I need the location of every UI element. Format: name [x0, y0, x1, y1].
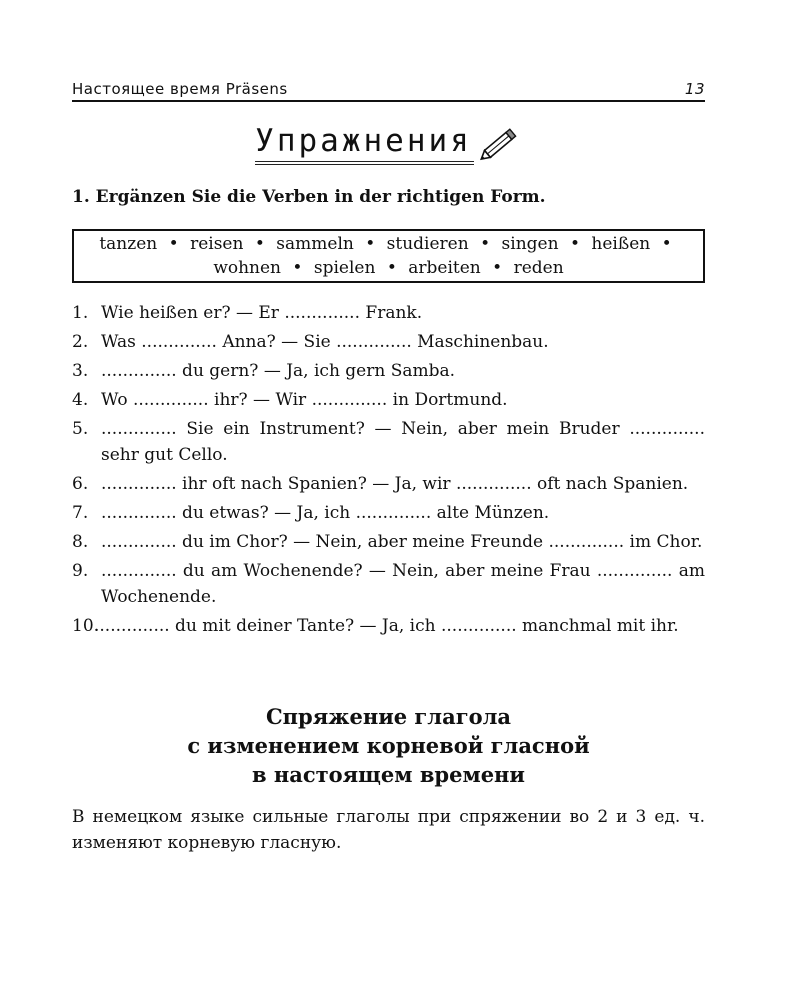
exercise-item: [72, 387, 705, 413]
exercise-item: [72, 529, 705, 555]
exercise-item-text: .............. Sie ein Instrument? — Nein, aber mein Bruder .............. sehr gut Cello.: [101, 419, 705, 465]
word-bank-word: wohnen: [213, 258, 282, 278]
exercises-heading: [72, 122, 705, 172]
word-bank-word: reisen: [190, 234, 244, 254]
word-bank-word: reden: [513, 258, 564, 278]
exercise-item-number: 8.: [72, 532, 89, 552]
exercise-item-text: Wie heißen er? — Er .............. Frank.: [101, 303, 423, 323]
bullet-separator: •: [661, 234, 672, 254]
exercise-item-text: .............. du mit deiner Tante? — Ja, ich .............. manchmal mit ihr.: [94, 616, 679, 636]
exercise-item-text: .............. du am Wochenende? — Nein, aber meine Frau .............. am Wochenende.: [101, 561, 705, 607]
word-bank-word: studieren: [386, 234, 469, 254]
word-bank-word: heißen: [591, 234, 651, 254]
exercise-item: [72, 416, 705, 468]
exercise-item-number: 5.: [72, 419, 89, 439]
exercise-item-number: 4.: [72, 390, 89, 410]
exercise-item-text: Was .............. Anna? — Sie .............. Maschinenbau.: [101, 332, 549, 352]
exercise-item: [72, 300, 705, 326]
word-bank-list: [74, 231, 703, 281]
exercise-item: [72, 500, 705, 526]
exercises-title: Упражнения: [255, 122, 474, 165]
exercise-item: [72, 329, 705, 355]
section-title: [72, 702, 705, 789]
word-bank-word: sammeln: [276, 234, 354, 254]
page-number: 13: [684, 80, 705, 98]
exercise-item-text: .............. du etwas? — Ja, ich .............. alte Münzen.: [101, 503, 550, 523]
section-title-line: в настоящем времени: [251, 762, 526, 787]
bullet-separator: •: [569, 234, 580, 254]
exercise-item-number: 7.: [72, 503, 89, 523]
bullet-separator: •: [168, 234, 179, 254]
exercise-item-text: .............. du gern? — Ja, ich gern Samba.: [101, 361, 456, 381]
running-head-title: Настоящее время Präsens: [72, 80, 288, 98]
bullet-separator: •: [386, 258, 397, 278]
exercise-list: [72, 300, 705, 642]
word-bank-word: tanzen: [99, 234, 158, 254]
exercise-item-text: .............. ihr oft nach Spanien? — Ja, wir .............. oft nach Spanien.: [101, 474, 689, 494]
exercise-item-text: Wo .............. ihr? — Wir .............. in Dortmund.: [101, 390, 508, 410]
exercise-item-number: 10.: [72, 616, 100, 636]
bullet-separator: •: [480, 234, 491, 254]
task-heading: 1. Ergänzen Sie die Verben in der richtigen Form.: [72, 187, 546, 207]
bullet-separator: •: [492, 258, 503, 278]
word-bank: [72, 229, 705, 283]
exercise-item: [72, 358, 705, 384]
section-body: В немецком языке сильные глаголы при спряжении во 2 и 3 ед. ч. изменяют корневую гласную.: [72, 807, 705, 853]
bullet-separator: •: [365, 234, 376, 254]
exercise-item-number: 6.: [72, 474, 89, 494]
bullet-separator: •: [292, 258, 303, 278]
exercise-item-text: .............. du im Chor? — Nein, aber meine Freunde .............. im Chor.: [101, 532, 703, 552]
exercise-item: [72, 471, 705, 497]
bullet-separator: •: [254, 234, 265, 254]
pencil-icon: [478, 124, 522, 164]
exercise-item: [72, 613, 705, 639]
exercise-item-number: 1.: [72, 303, 89, 323]
exercise-item-number: 3.: [72, 361, 89, 381]
exercise-item-number: 9.: [72, 561, 89, 581]
exercise-item: [72, 558, 705, 610]
exercise-item-number: 2.: [72, 332, 89, 352]
running-head: [72, 78, 705, 102]
word-bank-word: spielen: [313, 258, 376, 278]
section-title-line: Спряжение глагола: [265, 704, 512, 729]
word-bank-word: arbeiten: [408, 258, 481, 278]
word-bank-word: singen: [501, 234, 559, 254]
section-title-line: с изменением корневой гласной: [187, 733, 590, 758]
